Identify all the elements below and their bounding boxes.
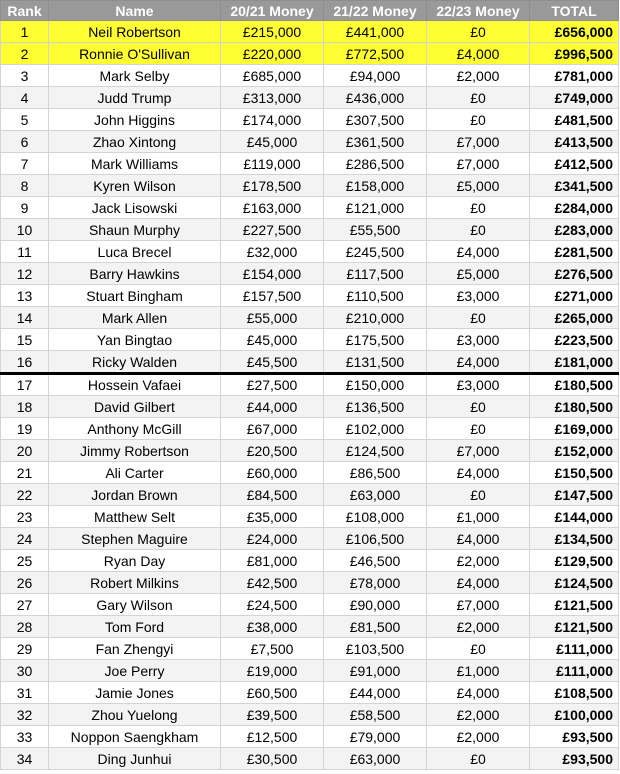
money-2122-cell: £79,000 <box>324 726 427 748</box>
money-2122-cell: £108,000 <box>324 506 427 528</box>
total-cell: £283,000 <box>530 219 619 241</box>
total-cell: £781,000 <box>530 65 619 87</box>
rank-cell: 3 <box>1 65 49 87</box>
money-2021-cell: £178,500 <box>221 175 324 197</box>
total-cell: £341,500 <box>530 175 619 197</box>
money-2021-cell: £227,500 <box>221 219 324 241</box>
player-name-cell: Hossein Vafaei <box>49 374 221 396</box>
rank-cell: 20 <box>1 440 49 462</box>
total-cell: £223,500 <box>530 329 619 351</box>
table-row <box>1 197 619 219</box>
table-row <box>1 131 619 153</box>
money-2021-cell: £67,000 <box>221 418 324 440</box>
player-name-cell: Robert Milkins <box>49 572 221 594</box>
money-2021-cell: £24,500 <box>221 594 324 616</box>
money-2122-cell: £136,500 <box>324 396 427 418</box>
table-row <box>1 616 619 638</box>
money-2122-cell: £150,000 <box>324 374 427 396</box>
money-2122-cell: £436,000 <box>324 87 427 109</box>
player-name-cell: Mark Selby <box>49 65 221 87</box>
money-2223-cell: £0 <box>427 307 530 329</box>
money-2021-cell: £154,000 <box>221 263 324 285</box>
total-cell: £656,000 <box>530 21 619 43</box>
money-2021-cell: £174,000 <box>221 109 324 131</box>
rank-cell: 25 <box>1 550 49 572</box>
money-2122-cell: £91,000 <box>324 660 427 682</box>
money-2122-cell: £94,000 <box>324 65 427 87</box>
player-name-cell: Stuart Bingham <box>49 285 221 307</box>
table-row <box>1 307 619 329</box>
money-2021-cell: £313,000 <box>221 87 324 109</box>
money-2021-cell: £119,000 <box>221 153 324 175</box>
money-2223-cell: £0 <box>427 219 530 241</box>
money-2122-cell: £117,500 <box>324 263 427 285</box>
player-name-cell: Mark Allen <box>49 307 221 329</box>
rank-cell: 16 <box>1 351 49 374</box>
rank-cell: 18 <box>1 396 49 418</box>
total-cell: £152,000 <box>530 440 619 462</box>
money-2223-cell: £0 <box>427 484 530 506</box>
total-cell: £100,000 <box>530 704 619 726</box>
player-name-cell: Ding Junhui <box>49 748 221 770</box>
player-name-cell: David Gilbert <box>49 396 221 418</box>
total-cell: £111,000 <box>530 660 619 682</box>
money-2223-cell: £2,000 <box>427 65 530 87</box>
rank-cell: 14 <box>1 307 49 329</box>
player-name-cell: Luca Brecel <box>49 241 221 263</box>
player-name-cell: Gary Wilson <box>49 594 221 616</box>
table-row <box>1 594 619 616</box>
total-cell: £169,000 <box>530 418 619 440</box>
table-row <box>1 638 619 660</box>
money-2122-cell: £772,500 <box>324 43 427 65</box>
player-name-cell: Ricky Walden <box>49 351 221 374</box>
money-2223-cell: £5,000 <box>427 175 530 197</box>
money-2223-cell: £7,000 <box>427 153 530 175</box>
money-2122-cell: £63,000 <box>324 748 427 770</box>
rank-cell: 4 <box>1 87 49 109</box>
money-2021-cell: £30,500 <box>221 748 324 770</box>
player-name-cell: Matthew Selt <box>49 506 221 528</box>
total-cell: £150,500 <box>530 462 619 484</box>
money-2021-cell: £44,000 <box>221 396 324 418</box>
total-cell: £181,000 <box>530 351 619 374</box>
money-2122-cell: £441,000 <box>324 21 427 43</box>
money-2021-cell: £7,500 <box>221 638 324 660</box>
rank-cell: 2 <box>1 43 49 65</box>
money-2122-cell: £110,500 <box>324 285 427 307</box>
money-2223-cell: £0 <box>427 418 530 440</box>
money-2223-cell: £4,000 <box>427 528 530 550</box>
table-row <box>1 153 619 175</box>
money-2223-cell: £7,000 <box>427 440 530 462</box>
money-2122-cell: £44,000 <box>324 682 427 704</box>
money-2122-cell: £158,000 <box>324 175 427 197</box>
money-2223-cell: £3,000 <box>427 285 530 307</box>
table-row <box>1 484 619 506</box>
money-2223-cell: £1,000 <box>427 506 530 528</box>
player-name-cell: Yan Bingtao <box>49 329 221 351</box>
rank-cell: 15 <box>1 329 49 351</box>
rank-cell: 30 <box>1 660 49 682</box>
money-2122-cell: £81,500 <box>324 616 427 638</box>
money-2122-cell: £131,500 <box>324 351 427 374</box>
rank-header: Rank <box>1 1 49 21</box>
money-2122-cell: £90,000 <box>324 594 427 616</box>
total-cell: £284,000 <box>530 197 619 219</box>
money-2021-cell: £24,000 <box>221 528 324 550</box>
money-2021-cell: £45,000 <box>221 329 324 351</box>
table-row <box>1 528 619 550</box>
rank-cell: 12 <box>1 263 49 285</box>
total-cell: £93,500 <box>530 748 619 770</box>
total-cell: £134,500 <box>530 528 619 550</box>
money-2223-cell: £1,000 <box>427 660 530 682</box>
money-2122-cell: £102,000 <box>324 418 427 440</box>
money-2122-cell: £58,500 <box>324 704 427 726</box>
money-2021-header: 20/21 Money <box>221 1 324 21</box>
table-row <box>1 418 619 440</box>
money-2122-cell: £63,000 <box>324 484 427 506</box>
money-2021-cell: £39,500 <box>221 704 324 726</box>
rank-cell: 32 <box>1 704 49 726</box>
rank-cell: 34 <box>1 748 49 770</box>
player-name-cell: Judd Trump <box>49 87 221 109</box>
money-2122-cell: £46,500 <box>324 550 427 572</box>
total-cell: £412,500 <box>530 153 619 175</box>
rank-cell: 26 <box>1 572 49 594</box>
money-2021-cell: £45,500 <box>221 351 324 374</box>
rank-cell: 17 <box>1 374 49 396</box>
rank-cell: 9 <box>1 197 49 219</box>
money-2122-cell: £86,500 <box>324 462 427 484</box>
money-2122-cell: £121,000 <box>324 197 427 219</box>
money-2223-cell: £4,000 <box>427 241 530 263</box>
total-cell: £121,500 <box>530 594 619 616</box>
total-cell: £147,500 <box>530 484 619 506</box>
rank-cell: 10 <box>1 219 49 241</box>
money-2021-cell: £27,500 <box>221 374 324 396</box>
money-2223-cell: £4,000 <box>427 462 530 484</box>
table-row <box>1 109 619 131</box>
player-name-cell: Stephen Maguire <box>49 528 221 550</box>
total-header: TOTAL <box>530 1 619 21</box>
rank-cell: 7 <box>1 153 49 175</box>
total-cell: £481,500 <box>530 109 619 131</box>
rank-cell: 6 <box>1 131 49 153</box>
name-header: Name <box>49 1 221 21</box>
player-name-cell: Ali Carter <box>49 462 221 484</box>
money-2122-cell: £361,500 <box>324 131 427 153</box>
player-name-cell: Mark Williams <box>49 153 221 175</box>
player-name-cell: Jimmy Robertson <box>49 440 221 462</box>
money-2122-cell: £124,500 <box>324 440 427 462</box>
player-name-cell: Ryan Day <box>49 550 221 572</box>
money-2223-cell: £4,000 <box>427 351 530 374</box>
total-cell: £749,000 <box>530 87 619 109</box>
rank-cell: 22 <box>1 484 49 506</box>
money-2223-cell: £2,000 <box>427 726 530 748</box>
table-row <box>1 462 619 484</box>
money-2021-cell: £81,000 <box>221 550 324 572</box>
money-2122-cell: £245,500 <box>324 241 427 263</box>
player-name-cell: Shaun Murphy <box>49 219 221 241</box>
rank-cell: 27 <box>1 594 49 616</box>
rank-cell: 28 <box>1 616 49 638</box>
money-2021-cell: £215,000 <box>221 21 324 43</box>
total-cell: £129,500 <box>530 550 619 572</box>
table-row <box>1 726 619 748</box>
table-row <box>1 241 619 263</box>
money-2122-cell: £78,000 <box>324 572 427 594</box>
money-2122-cell: £307,500 <box>324 109 427 131</box>
rank-cell: 29 <box>1 638 49 660</box>
table-row <box>1 87 619 109</box>
player-name-cell: Tom Ford <box>49 616 221 638</box>
rank-cell: 19 <box>1 418 49 440</box>
table-row <box>1 263 619 285</box>
total-cell: £124,500 <box>530 572 619 594</box>
money-2021-cell: £157,500 <box>221 285 324 307</box>
total-cell: £144,000 <box>530 506 619 528</box>
rank-cell: 33 <box>1 726 49 748</box>
player-name-cell: Neil Robertson <box>49 21 221 43</box>
money-2223-cell: £4,000 <box>427 572 530 594</box>
table-row <box>1 329 619 351</box>
table-row <box>1 748 619 770</box>
header-row <box>1 1 619 21</box>
total-cell: £271,000 <box>530 285 619 307</box>
money-2122-cell: £103,500 <box>324 638 427 660</box>
money-2021-cell: £55,000 <box>221 307 324 329</box>
table-row <box>1 43 619 65</box>
player-name-cell: Ronnie O'Sullivan <box>49 43 221 65</box>
table-row <box>1 506 619 528</box>
money-2021-cell: £84,500 <box>221 484 324 506</box>
total-cell: £111,000 <box>530 638 619 660</box>
total-cell: £276,500 <box>530 263 619 285</box>
total-cell: £180,500 <box>530 396 619 418</box>
money-2122-cell: £106,500 <box>324 528 427 550</box>
table-row <box>1 219 619 241</box>
money-2223-cell: £7,000 <box>427 131 530 153</box>
money-2021-cell: £42,500 <box>221 572 324 594</box>
money-2021-cell: £163,000 <box>221 197 324 219</box>
player-name-cell: Jordan Brown <box>49 484 221 506</box>
money-2223-cell: £0 <box>427 197 530 219</box>
money-2021-cell: £20,500 <box>221 440 324 462</box>
table-row <box>1 440 619 462</box>
table-row <box>1 682 619 704</box>
money-2223-cell: £0 <box>427 638 530 660</box>
rank-cell: 31 <box>1 682 49 704</box>
table-row <box>1 21 619 43</box>
money-2223-cell: £7,000 <box>427 594 530 616</box>
money-2122-header: 21/22 Money <box>324 1 427 21</box>
money-2223-cell: £0 <box>427 396 530 418</box>
player-name-cell: Fan Zhengyi <box>49 638 221 660</box>
money-2223-cell: £5,000 <box>427 263 530 285</box>
rank-cell: 8 <box>1 175 49 197</box>
player-name-cell: Jack Lisowski <box>49 197 221 219</box>
table-row <box>1 285 619 307</box>
table-row <box>1 65 619 87</box>
money-2021-cell: £32,000 <box>221 241 324 263</box>
money-2223-cell: £0 <box>427 87 530 109</box>
money-2223-cell: £0 <box>427 21 530 43</box>
money-2223-cell: £3,000 <box>427 374 530 396</box>
money-2021-cell: £60,500 <box>221 682 324 704</box>
player-name-cell: Barry Hawkins <box>49 263 221 285</box>
table-row <box>1 660 619 682</box>
money-2223-cell: £4,000 <box>427 682 530 704</box>
player-name-cell: Zhou Yuelong <box>49 704 221 726</box>
player-name-cell: Zhao Xintong <box>49 131 221 153</box>
total-cell: £180,500 <box>530 374 619 396</box>
player-name-cell: Kyren Wilson <box>49 175 221 197</box>
money-2223-cell: £2,000 <box>427 616 530 638</box>
table-row <box>1 175 619 197</box>
total-cell: £265,000 <box>530 307 619 329</box>
money-2021-cell: £38,000 <box>221 616 324 638</box>
player-name-cell: John Higgins <box>49 109 221 131</box>
money-2223-cell: £0 <box>427 109 530 131</box>
total-cell: £413,500 <box>530 131 619 153</box>
money-2122-cell: £286,500 <box>324 153 427 175</box>
money-2122-cell: £175,500 <box>324 329 427 351</box>
money-2122-cell: £55,500 <box>324 219 427 241</box>
money-2223-cell: £0 <box>427 748 530 770</box>
table-row <box>1 396 619 418</box>
player-name-cell: Noppon Saengkham <box>49 726 221 748</box>
money-2223-cell: £4,000 <box>427 43 530 65</box>
table-row <box>1 704 619 726</box>
table-row <box>1 572 619 594</box>
money-2223-header: 22/23 Money <box>427 1 530 21</box>
rank-cell: 24 <box>1 528 49 550</box>
money-2122-cell: £210,000 <box>324 307 427 329</box>
money-2223-cell: £2,000 <box>427 704 530 726</box>
total-cell: £93,500 <box>530 726 619 748</box>
money-2021-cell: £220,000 <box>221 43 324 65</box>
money-2021-cell: £60,000 <box>221 462 324 484</box>
player-name-cell: Joe Perry <box>49 660 221 682</box>
money-2021-cell: £45,000 <box>221 131 324 153</box>
rank-cell: 13 <box>1 285 49 307</box>
player-name-cell: Jamie Jones <box>49 682 221 704</box>
rank-cell: 5 <box>1 109 49 131</box>
total-cell: £281,500 <box>530 241 619 263</box>
player-name-cell: Anthony McGill <box>49 418 221 440</box>
total-cell: £108,500 <box>530 682 619 704</box>
table-row <box>1 351 619 374</box>
money-2021-cell: £685,000 <box>221 65 324 87</box>
rank-cell: 1 <box>1 21 49 43</box>
rank-cell: 21 <box>1 462 49 484</box>
money-2223-cell: £2,000 <box>427 550 530 572</box>
money-2021-cell: £19,000 <box>221 660 324 682</box>
money-2223-cell: £3,000 <box>427 329 530 351</box>
table-row <box>1 550 619 572</box>
total-cell: £121,500 <box>530 616 619 638</box>
table-row <box>1 374 619 396</box>
money-2021-cell: £35,000 <box>221 506 324 528</box>
rank-cell: 23 <box>1 506 49 528</box>
total-cell: £996,500 <box>530 43 619 65</box>
rank-cell: 11 <box>1 241 49 263</box>
money-2021-cell: £12,500 <box>221 726 324 748</box>
